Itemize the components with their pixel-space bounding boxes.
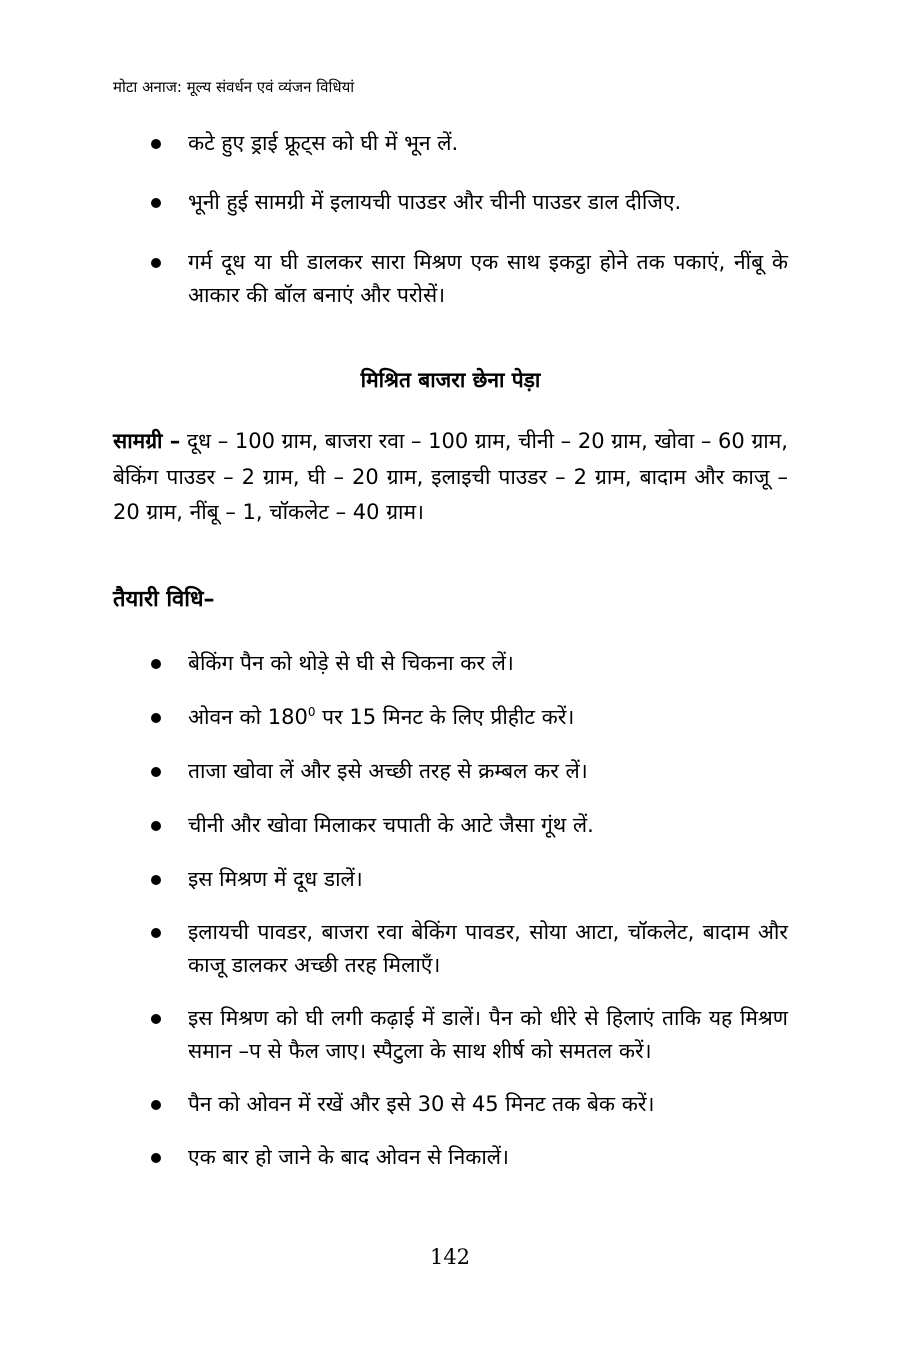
step-text: इस मिश्रण को घी लगी कढ़ाई में डालें। पैन को धीरे से हिलाएं ताकि यह मिश्रण समान –प से फैल जाए। स्पैटुला के साथ शीर्ष को समतल करें। — [188, 1006, 788, 1063]
page-number: 142 — [429, 1245, 471, 1269]
bullet-icon — [151, 1153, 161, 1163]
list-item — [113, 863, 788, 896]
bullet-icon — [151, 1100, 161, 1110]
list-item — [113, 1088, 788, 1121]
bullet-icon — [151, 928, 161, 938]
list-item — [113, 186, 788, 219]
list-item — [113, 809, 788, 842]
list-item — [113, 755, 788, 788]
degree-superscript: 0 — [307, 705, 316, 719]
bullet-icon — [151, 1014, 161, 1024]
list-item — [113, 916, 788, 982]
step-text: बेकिंग पैन को थोड़े से घी से चिकना कर लें। — [188, 651, 514, 675]
method-steps-list — [113, 647, 788, 1174]
step-text: गर्म दूध या घी डालकर सारा मिश्रण एक साथ इकट्ठा होने तक पकाएं, नींबू के आकार की बॉल बनाएं और परोसें। — [188, 250, 788, 307]
ingredients-text: दूध – 100 ग्राम, बाजरा रवा – 100 ग्राम, चीनी – 20 ग्राम, खोवा – 60 ग्राम, बेकिंग पाउडर – 2 ग्राम, घी – 20 ग्राम, इलाइची पाउडर – 2 ग्राम, बादाम और काजू – 20 ग्राम, नींबू – 1, चॉकलेट – 40 ग्राम। — [113, 429, 788, 524]
step-text: ताजा खोवा लें और इसे अच्छी तरह से क्रम्बल कर लें। — [188, 759, 588, 783]
method-steps-section — [113, 647, 788, 1174]
method-heading: तैयारी विधि– — [113, 587, 215, 612]
list-item — [113, 647, 788, 680]
bullet-icon — [151, 659, 161, 669]
list-item — [113, 127, 788, 160]
list-item — [113, 701, 788, 734]
list-item — [113, 246, 788, 312]
step-text-part: पर 15 मिनट के लिए प्रीहीट करें। — [315, 705, 575, 729]
step-text: चीनी और खोवा मिलाकर चपाती के आटे जैसा गूंथ लें. — [188, 813, 594, 837]
bullet-icon — [151, 713, 161, 723]
step-text: पैन को ओवन में रखें और इसे 30 से 45 मिनट तक बेक करें। — [188, 1092, 655, 1116]
step-text: एक बार हो जाने के बाद ओवन से निकालें। — [188, 1145, 510, 1169]
recipe-title: मिश्रित बाजरा छेना पेड़ा — [360, 368, 541, 392]
bullet-icon — [151, 821, 161, 831]
previous-steps-section — [113, 127, 788, 312]
bullet-icon — [151, 198, 161, 208]
ingredients-paragraph — [113, 424, 788, 531]
bullet-icon — [151, 875, 161, 885]
step-text: कटे हुए ड्राई फ्रूट्स को घी में भून लें. — [188, 131, 459, 155]
bullet-icon — [151, 258, 161, 268]
step-text: भूनी हुई सामग्री में इलायची पाउडर और चीनी पाउडर डाल दीजिए. — [188, 190, 682, 214]
running-header: मोटा अनाज: मूल्य संवर्धन एवं व्यंजन विधियां — [113, 78, 355, 96]
step-text: इलायची पावडर, बाजरा रवा बेकिंग पावडर, सोया आटा, चॉकलेट, बादाम और काजू डालकर अच्छी तरह मिलाएँ। — [188, 920, 788, 977]
bullet-icon — [151, 767, 161, 777]
step-text — [188, 705, 574, 729]
list-item — [113, 1141, 788, 1174]
previous-steps-list — [113, 127, 788, 312]
ingredients-label: सामग्री – — [113, 429, 181, 453]
step-text: इस मिश्रण में दूध डालें। — [188, 867, 363, 891]
step-text-part: ओवन को 180 — [188, 705, 308, 729]
list-item — [113, 1002, 788, 1068]
bullet-icon — [151, 139, 161, 149]
